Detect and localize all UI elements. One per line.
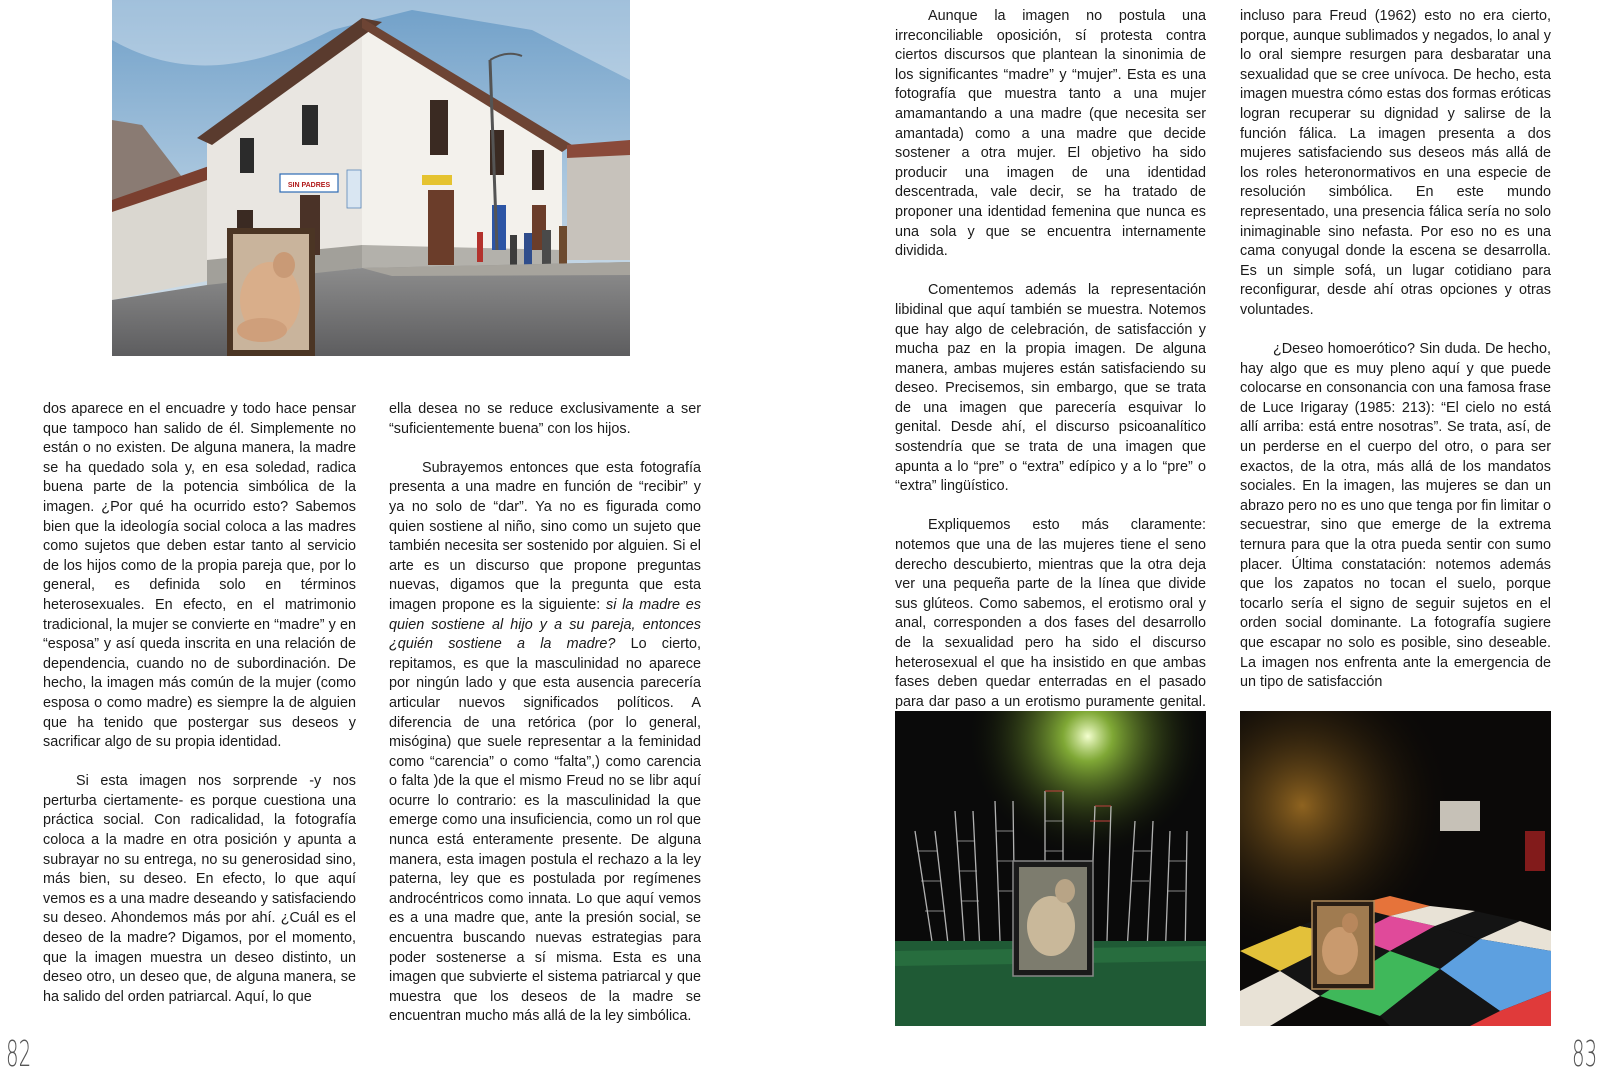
street-sign-text: SIN PADRES [287, 182, 331, 189]
paragraph [389, 459, 701, 1027]
paragraph: incluso para Freud (1962) esto no era cierto, porque, aunque sublimados y negados, lo anal y lo oral siempre resurgen para desbaratar una sexualidad que se cree unívoca. De hecho, esta imagen muestra cómo estas dos formas eróticas logran recuperar su dignidad y salirse de la función fálica. La imagen presenta a dos mujeres satisfaciendo sus deseos más allá de los roles heteronormativos en una especie de resolución simbólica. En este mundo representado, una presencia fálica sería no solo inimaginable sino nefasta. Por eso no es una cama conyugal donde la escena se desarrolla. Es un simple sofá, un lugar cotidiano para reconfigurar, desde ahí otras opciones y otras voluntades. [1240, 8, 1551, 318]
photo-street-scene [112, 0, 630, 356]
paragraph: Aunque la imagen no postula una irreconciliable oposición, sí protesta contra ciertos discursos que plantean la sinonimia de los significantes “madre” y “mujer”. Esta es una fotografía que muestra tanto a una mujer amamantando a una madre (que necesita ser amantada) como a una madre que decide sostener a otra mujer. El objetivo ha sido producir una imagen de una identidad descentrada, vale decir, se ha tratado de proponer una identidad femenina que nunca es una sola y que se encuentra internamente dividida. [895, 8, 1206, 260]
paragraph: ¿Deseo homoerótico? Sin duda. De hecho, hay algo que es muy pleno aquí y que puede colocarse en consonancia con una famosa frase de Luce Irigaray (1985: 213): “El cielo no está allí arriba: está entre nosotras”. Se trata, así, de un perderse en el cuerpo del otro, o para ser exactos, de la otra, más allá de los mandatos sociales. En la imagen, las mujeres se dan un abrazo pero no es uno que tenga por fin limitar o secuestrar, sino que emerge de la extrema ternura para que la otra pueda sentir con sumo placer. Última constatación: notemos además que los zapatos no tocan el suelo, porque tocarlo sería el signo de seguir sujetos en el orden social dominante. La fotografía sugiere que escapar no solo es posible, sino deseable. La imagen nos enfrenta ante la emergencia de un tipo de satisfacción [1240, 341, 1551, 691]
photo-disco-floor [1240, 711, 1551, 1026]
right-page-column-2 [1240, 7, 1551, 693]
paragraph-text: Subrayemos entonces que esta fotografía presenta a una madre en función de “recibir” y ya no solo de “dar”. Ya no es figurada como quien sostiene al niño, sino como un sujeto que también necesita ser sostenido por alguien. Si el arte es un discurso que propone preguntas nuevas, digamos que la pregunta que esta imagen propone es la siguiente: [389, 459, 701, 613]
paragraph-text: Lo cierto, repitamos, es que la masculinidad no aparece por ningún lado y que esta ausencia parecería articular nuevos significados políticos. A diferencia de una retórica (por lo general, misógina) que suele representar a la feminidad como “carencia” o como “falta”,) como carencia o falta )de la que el mismo Freud no se libr aquí ocurre lo contrario: es la masculinidad la que emerge como una insuficiencia, como un rol que nunca está enteramente presente. De alguna manera, esta imagen postula el rechazo a la ley paterna, ley que es postulada por regímenes androcéntricos como innata. Lo que aquí vemos es a una madre que, ante la presión social, se encuentra buscando nuevas estrategias para poder sostenerse a sí misma. Esta es una imagen que subvierte el sistema patriarcal y que muestra que los deseos de la madre se encuentran mucho más allá de la ley simbólica. [389, 636, 701, 1025]
page-number-left: 82 [6, 1034, 32, 1075]
paragraph: Comentemos además la representación libidinal que aquí también se muestra. Notemos que hay algo de celebración, de satisfacción y mucha paz en la propia imagen. De alguna manera, ambas mujeres están satisfaciendo su deseo. Precisemos, sin embargo, que se trata de una imagen que parecería esquivar lo genital. Desde ahí, el discurso psicoanalítico sostendría que se trata de una imagen que apunta a lo “pre” o “extra” edípico y a lo “pre” o “extra” lingüístico. [895, 282, 1206, 495]
paragraph: ella desea no se reduce exclusivamente a ser “suficientemente buena” con los hijos. [389, 401, 701, 437]
page-number-right: 83 [1572, 1034, 1598, 1075]
italic-question: si la madre es quien sostiene al hijo y a su pareja, entonces ¿quién sostiene a la madre? [389, 596, 701, 653]
right-page-column-1 [895, 7, 1206, 732]
paragraph: Expliquemos esto más claramente: notemos que una de las mujeres tiene el seno derecho descubierto, mientras que la otra deja ver una pequeña parte de la línea que divide sus glúteos. Como sabemos, el erotismo oral y anal, corresponden a dos fases del desarrollo de la sexualidad pero ha sido el discurso heterosexual el que ha insistido en que ambas fases deben quedar enterradas en el pasado para dar paso a un erotismo puramente genital. [895, 517, 1206, 710]
left-page-column-1 [43, 400, 356, 1007]
paragraph: Si esta imagen nos sorprende -y nos perturba ciertamente- es porque cuestiona una práctica social. Con radicalidad, la fotografía coloca a la madre en otra posición y apunta a subrayar no su entrega, no su generosidad sino, más bien, su deseo. En efecto, lo que aquí vemos es a una madre deseando y satisfaciendo su deseo. Ahondemos más por ahí. ¿Cuál es el deseo de la madre? Digamos, por el momento, que la imagen muestra un deseo distinto, un deseo otro, un deseo que, de alguna manera, se ha salido del orden patriarcal. Aquí, lo que [43, 773, 356, 1005]
paragraph: dos aparece en el encuadre y todo hace pensar que tampoco han salido de él. Simplemente no están o no existen. De alguna manera, la madre se ha quedado sola y, en esa soledad, radica buena parte de la potencia simbólica de la imagen. ¿Por qué ha ocurrido esto? Sabemos bien que la ideología social coloca a las madres como sujetos que deben estar tanto al servicio de los hijos como de la propia pareja que, por lo general, es definida solo en términos heterosexuales. En efecto, en el matrimonio tradicional, la mujer se convierte en “madre” y en “esposa” y así queda inscrita en una relación de dependencia, cuando no de subordinación. De hecho, la imagen más común de la mujer (como esposa o como madre) es siempre la de alguien que ha tenido que postergar sus deseos y sacrificar algo de su propia identidad. [43, 401, 356, 751]
photo-ladders-stage [895, 711, 1206, 1026]
left-page-column-2 [389, 400, 701, 1027]
